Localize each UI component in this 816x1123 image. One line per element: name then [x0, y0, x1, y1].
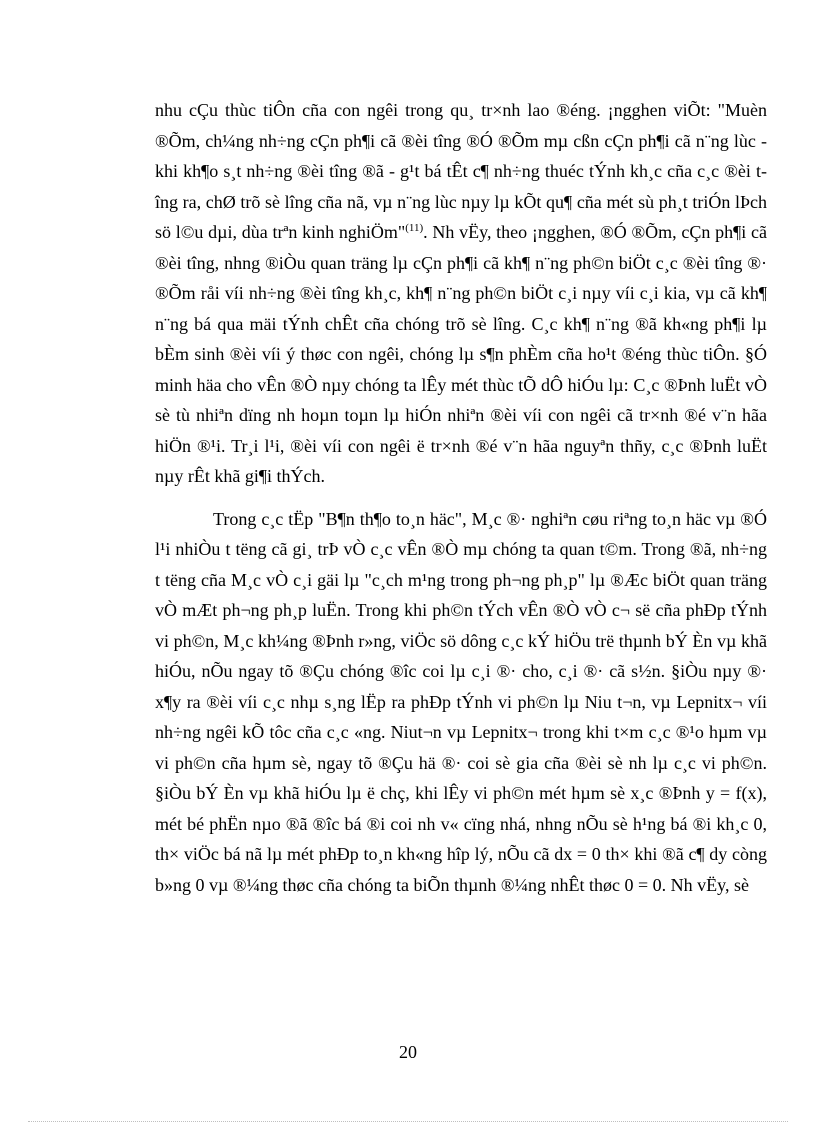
paragraph-1: [155, 95, 767, 492]
paragraph-1-text: nhu cÇu thùc tiÔn cña con ngêi trong qu¸ tr×nh lao ®éng. ¡ngghen viÕt: "Muèn ®Õm, ch¼ng nh÷ng cÇn ph¶i cã ®èi tîng ®Ó ®Õm mµ cßn cÇn ph¶i cã n¨ng lùc - khi kh¶o s¸t nh÷ng ®èi tîng ®ã - g¹t bá tÊt c¶ nh÷ng thuéc tÝnh kh¸c cña c¸c ®èi tîng ra, chØ trõ sè lîng cña nã, vµ n¨ng lùc nµy lµ kÕt qu¶ cña mét sù ph¸t triÓn lÞch sö l©u dµi, dùa trªn kinh nghiÖm": [155, 100, 767, 242]
footnote-reference: (11): [405, 222, 424, 234]
page-number: 20: [399, 1042, 417, 1062]
paragraph-2: [155, 504, 767, 901]
body-text: [155, 95, 767, 900]
paragraph-2-text: Trong c¸c tËp "B¶n th¶o to¸n häc", M¸c ®· nghiªn cøu riªng to¸n häc vµ ®Ó l¹i nhiÒu t tëng cã gi¸ trÞ vÒ c¸c vÊn ®Ò mµ chóng ta quan t©m. Trong ®ã, nh÷ng t tëng cña M¸c vÒ c¸i gäi lµ "c¸ch m¹ng trong ph¬ng ph¸p" lµ ®Æc biÖt quan träng vÒ mÆt ph¬ng ph¸p luËn. Trong khi ph©n tÝch vÊn ®Ò vÒ c¬ së cña phÐp tÝnh vi ph©n, M¸c kh¼ng ®Þnh r»ng, viÖc sö dông c¸c kÝ hiÖu trë thµnh bÝ Èn vµ khã hiÓu, nÕu ngay tõ ®Çu chóng ®îc coi lµ c¸i ®· cho, c¸i ®· cã s½n. §iÒu nµy ®· x¶y ra ®èi víi c¸c nhµ s¸ng lËp ra phÐp tÝnh vi ph©n lµ Niu t¬n, vµ Lepnitx¬ víi nh÷ng ngêi kÕ tôc cña c¸c «ng. Niut¬n vµ Lepnitx¬ trong khi t×m c¸c ®¹o hµm vµ vi ph©n cña hµm sè, ngay tõ ®Çu hä ®· coi sè gia cña ®èi sè nh lµ c¸c vi ph©n. §iÒu bÝ Èn vµ khã hiÓu lµ ë chç, khi lÊy vi ph©n mét hµm sè x¸c ®Þnh y = f(x), mét bé phËn nµo ®ã ®îc bá ®i coi nh v« cïng nhá, nhng nÕu sè h¹ng bá ®i kh¸c 0, th× viÖc bá nã lµ mét phÐp to¸n kh«ng hîp lý, nÕu cã dx = 0 th× khi ®ã c¶ dy còng b»ng 0 vµ ®¼ng thøc cña chóng ta biÕn thµnh ®¼ng nhÊt thøc 0 = 0. Nh vËy, sè: [155, 508, 767, 895]
page-bottom-divider: [28, 1121, 788, 1122]
paragraph-1-text-continued: . Nh vËy, theo ¡ngghen, ®Ó ®Õm, cÇn ph¶i cã ®èi tîng, nhng ®iÒu quan träng lµ cÇn ph¶i cã kh¶ n¨ng ph©n biÖt c¸c ®èi tîng ®· ®Õm råi víi nh÷ng ®èi tîng kh¸c, kh¶ n¨ng ph©n biÖt c¸i nµy víi c¸i kia, vµ cã kh¶ n¨ng bá qua mäi tÝnh chÊt cña chóng trõ sè lîng. C¸c kh¶ n¨ng ®ã kh«ng ph¶i lµ bÈm sinh ®èi víi ý thøc con ngêi, chóng lµ s¶n phÈm cña ho¹t ®éng thùc tiÔn. §Ó minh häa cho vÊn ®Ò nµy chóng ta lÊy mét thùc tÕ dÔ hiÓu lµ: C¸c ®Þnh luËt vÒ sè tù nhiªn dïng nh hoµn toµn lµ hiÓn nhiªn ®èi víi con ngêi cã tr×nh ®é v¨n hãa hiÖn ®¹i. Tr¸i l¹i, ®èi víi con ngêi ë tr×nh ®é v¨n hãa nguyªn thñy, c¸c ®Þnh luËt nµy rÊt khã gi¶i thÝch.: [155, 222, 767, 486]
